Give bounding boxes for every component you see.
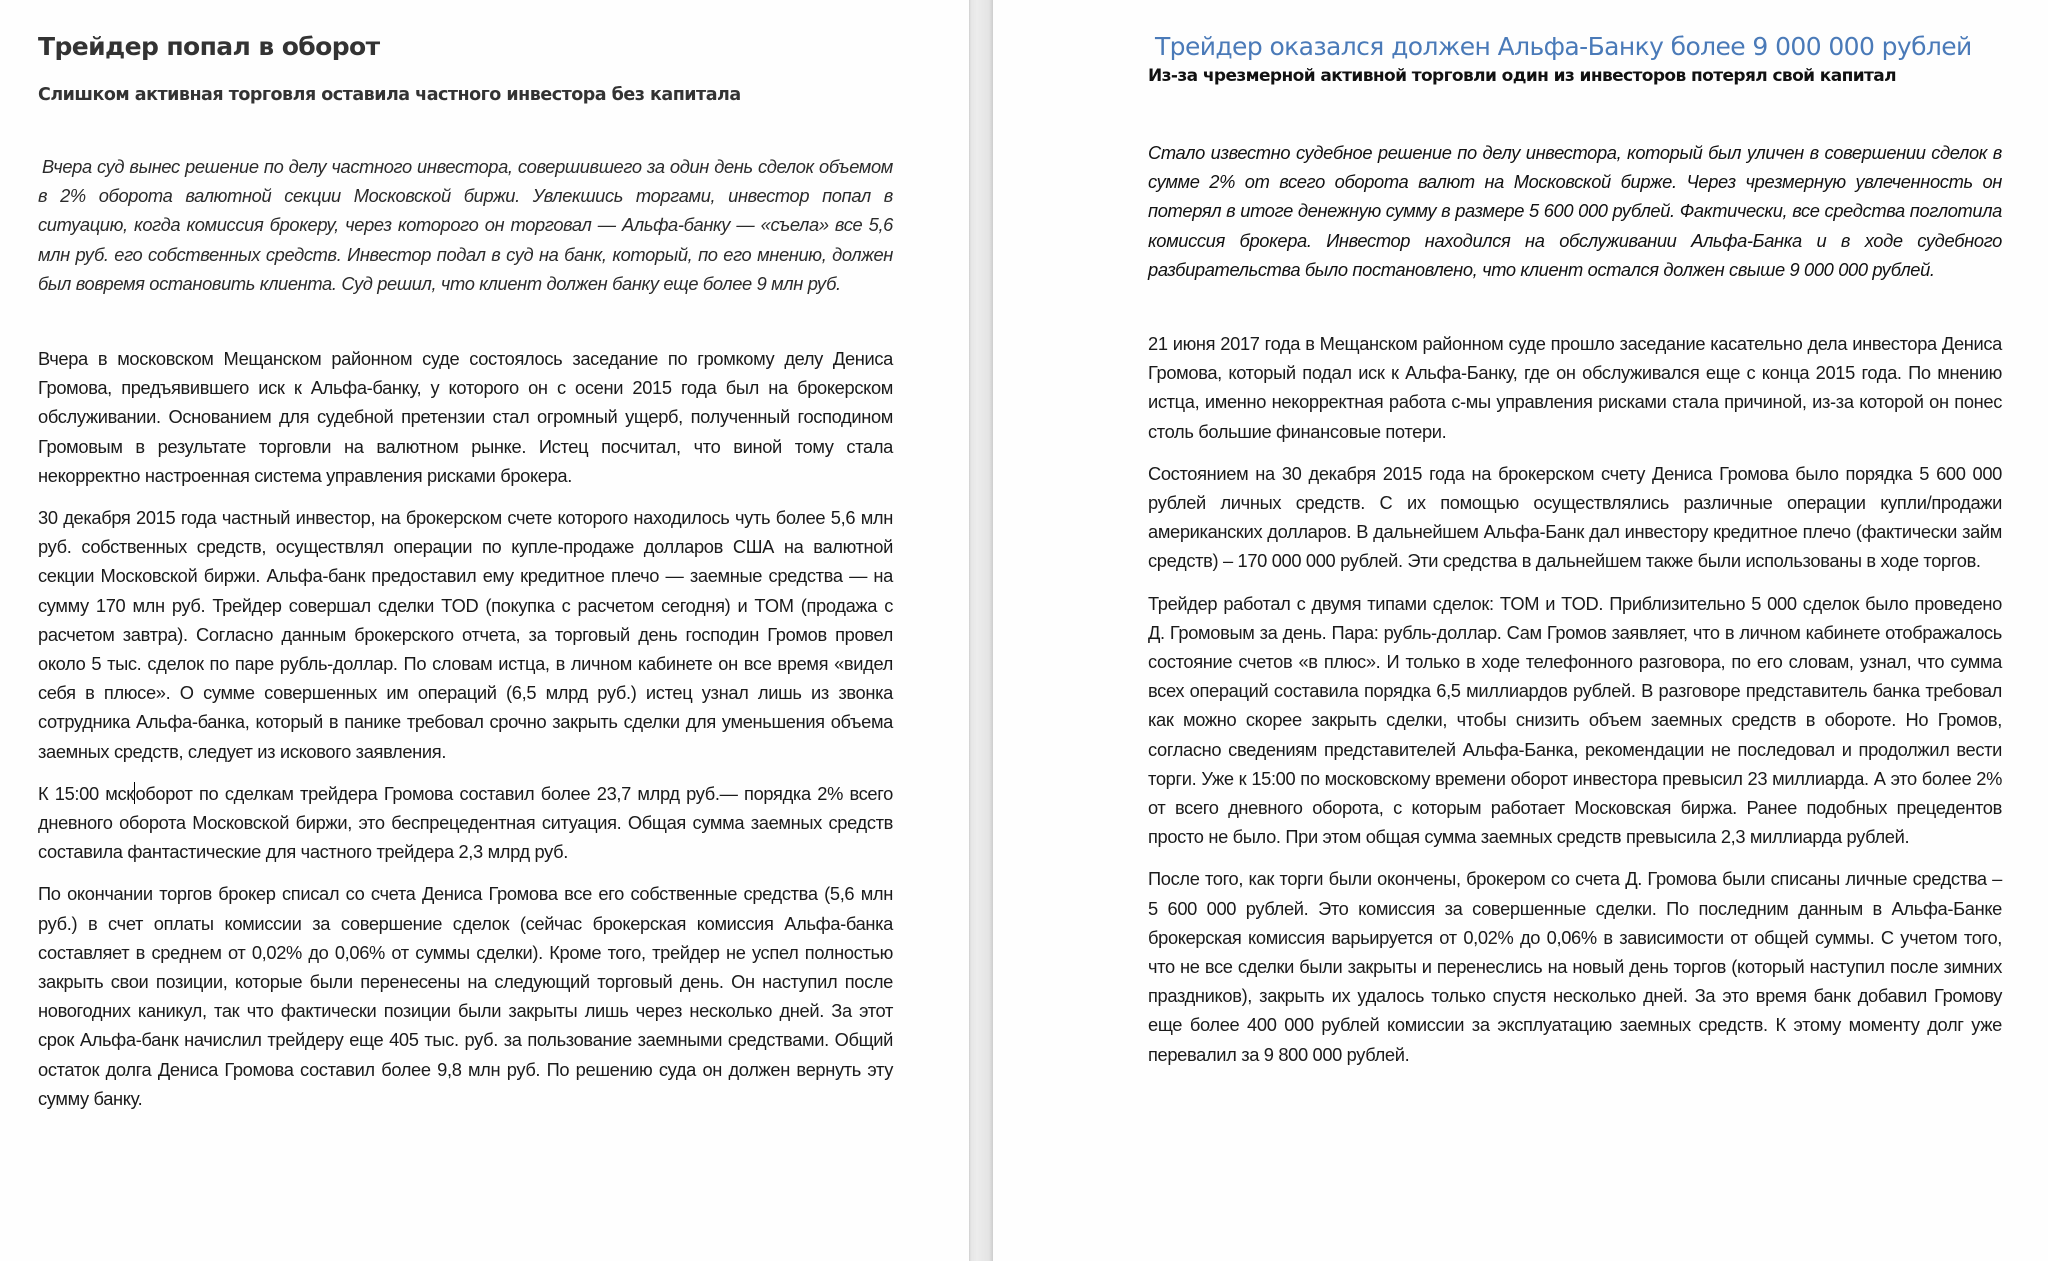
right-document-content [1148,30,2002,1069]
right-paragraph: После того, как торги были окончены, брокером со счета Д. Громова были списаны личные средства – 5 600 000 рублей. Это комиссия за совершенные сделки. По последним данным в Альфа-Банке брокерская комиссия варьируется от 0,02% до 0,06% в зависимости от общей суммы. С учетом того, что не все сделки были закрыты и перенеслись на новый день торгов (который наступил после зимних праздников), закрыть их удалось только спустя несколько дней. За это время банк добавил Громову еще более 400 000 рублей комиссии за эксплуатацию заемных средств. К этому моменту долг уже перевалил за 9 800 000 рублей. [1148,868,2002,1065]
right-article-subtitle: Из-за чрезмерной активной торговли один из инвесторов потерял свой капитал [1148,66,1897,86]
left-article-title: Трейдер попал в оборот [38,32,380,61]
right-article-lead: Стало известно судебное решение по делу инвестора, который был уличен в совершении сделок в сумме 2% от всего оборота валют на Московской бирже. Через чрезмерную увлеченность он потерял в итоге денежную сумму в размере 5 600 000 рублей. Фактически, все средства поглотила комиссия брокера. Инвестор находился на обслуживании Альфа-Банка и в ходе судебного разбирательства было постановлено, что клиент остался должен свыше 9 000 000 рублей. [1148,142,2002,280]
right-paragraph: Состоянием на 30 декабря 2015 года на брокерском счету Дениса Громова было порядка 5 600 000 рублей личных средств. С их помощью осуществлялись различные операции купли/продажи американских долларов. В дальнейшем Альфа-Банк дал инвестору кредитное плечо (фактически займ средств) – 170 000 000 рублей. Эти средства в дальнейшем также были использованы в ходе торгов. [1148,462,2002,572]
left-paragraph: 30 декабря 2015 года частный инвестор, на брокерском счете которого находилось чуть более 5,6 млн руб. собственных средств, осуществлял операции по купле-продаже долларов США на валютной секции Московской биржи. Альфа-банк предоставил ему кредитное плечо — заемные средства — на сумму 170 млн руб. Трейдер совершал сделки TOD (покупка с расчетом сегодня) и TOM (продажа с расчетом завтра). Согласно данным брокерского отчета, за торговый день господин Громов провел около 5 тыс. сделок по паре рубль-доллар. По словам истца, в личном кабинете он все время «видел себя в плюсе». О сумме совершенных им операций (6,5 млрд руб.) истец узнал лишь из звонка сотрудника Альфа-банка, который в панике требовал срочно закрыть сделки для уменьшения объема заемных средств, следует из искового заявления. [38,507,893,762]
page-divider [969,0,993,1261]
text-before-cursor: К 15:00 мск [38,782,134,804]
right-article-title: Трейдер оказался должен Альфа-Банку более 9 000 000 рублей [1155,32,1972,61]
left-document-content [38,30,893,1113]
right-paragraph: 21 июня 2017 года в Мещанском районном суде прошло заседание касательно дела инвестора Дениса Громова, который подал иск к Альфа-Банку, где он обслуживался еще с конца 2015 года. По мнению истца, именно некорректная работа с-мы управления рисками стала причиной, из-за которой он понес столь большие финансовые потери. [1148,333,2002,442]
left-paragraph: По окончании торгов брокер списал со счета Дениса Громова все его собственные средства (5,6 млн руб.) в счет оплаты комиссии за совершение сделок (сейчас брокерская комиссия Альфа-банка составляет в среднем от 0,02% до 0,06% от суммы сделки). Кроме того, трейдер не успел полностью закрыть свои позиции, которые были перенесены на следующий торговый день. Он наступил после новогодних каникул, так что фактически позиции были закрыты лишь через несколько дней. За этот срок Альфа-банк начислил трейдеру еще 405 тыс. руб. за пользование заемными средствами. Общий остаток долга Дениса Громова составил более 9,8 млн руб. По решению суда он должен вернуть эту сумму банку. [38,883,893,1109]
left-article-subtitle: Слишком активная торговля оставила частного инвестора без капитала [38,85,741,105]
left-document-page[interactable] [0,0,969,1261]
left-paragraph: Вчера в московском Мещанском районном суде состоялось заседание по громкому делу Дениса Громова, предъявившего иск к Альфа-банку, у которого он с осени 2015 года был на брокерском обслуживании. Основанием для судебной претензии стал огромный ущерб, полученный господином Громовым в результате торговли на валютном рынке. Истец посчитал, что виной тому стала некорректно настроенная система управления рисками брокера. [38,348,893,486]
text-after-cursor: оборот по сделкам трейдера Громова составил более 23,7 млрд руб.— порядка 2% всего дневного оборота Московской биржи, это беспрецедентная ситуация. Общая сумма заемных средств составила фантастические для частного трейдера 2,3 млрд руб. [38,782,893,863]
right-paragraph: Трейдер работал с двумя типами сделок: TOM и TOD. Приблизительно 5 000 сделок было проведено Д. Громовым за день. Пара: рубль-доллар. Сам Громов заявляет, что в личном кабинете отображалось состояние счетов «в плюс». И только в ходе телефонного разговора, по его словам, узнал, что сумма всех операций составила порядка 6,5 миллиардов рублей. В разговоре представитель банка требовал как можно скорее закрыть сделки, чтобы снизить объем заемных средств в обороте. Но Громов, согласно сведениям представителей Альфа-Банка, рекомендации не последовал и продолжил вести торги. Уже к 15:00 по московскому времени оборот инвестора превысил 23 миллиарда. А это более 2% от всего дневного оборота, с которым работает Московская биржа. Ранее подобных прецедентов просто не было. При этом общая сумма заемных средств превысила 2,3 миллиарда рублей. [1148,592,2002,848]
left-paragraph [38,779,893,867]
left-article-lead: Вчера суд вынес решение по делу частного инвестора, совершившего за один день сделок объемом в 2% оборота валютной секции Московской биржи. Увлекшись торгами, инвестор попал в ситуацию, когда комиссия брокеру, через которого он торговал — Альфа-банку — «съела» все 5,6 млн руб. его собственных средств. Инвестор подал в суд на банк, который, по его мнению, должен был вовремя остановить клиента. Суд решил, что клиент должен банку еще более 9 млн руб. [38,156,893,294]
